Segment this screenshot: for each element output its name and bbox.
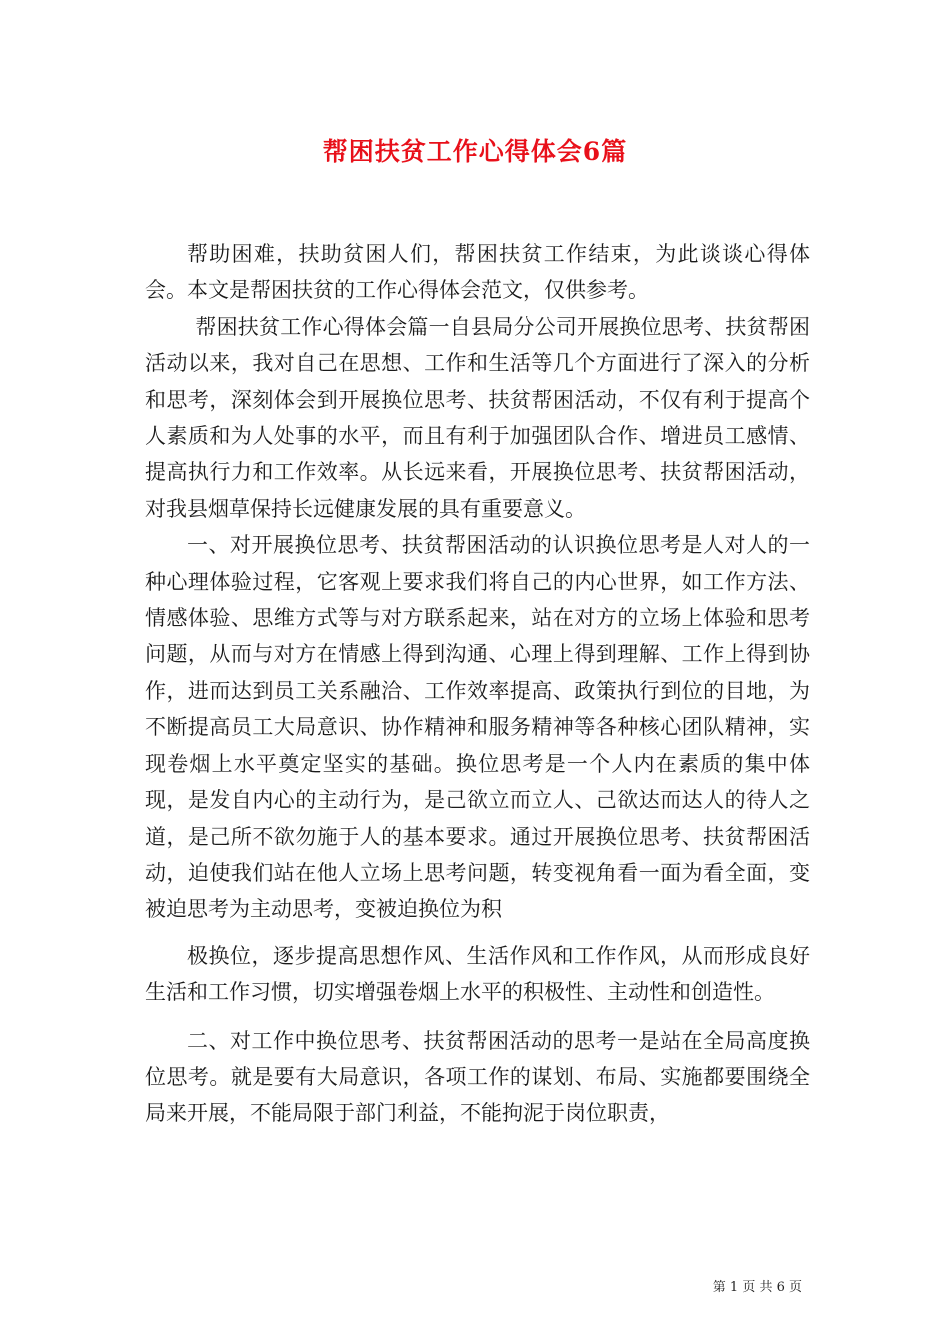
paragraph-article-one: 帮困扶贫工作心得体会篇一自县局分公司开展换位思考、扶贫帮困活动以来，我对自己在思想、工作和生活等几个方面进行了深入的分析和思考，深刻体会到开展换位思考、扶贫帮困活动，不仅有利于提高个人素质和为人处事的水平，而且有利于加强团队合作、增进员工感情、提高执行力和工作效率。从长远来看，开展换位思考、扶贫帮困活动，对我县烟草保持长远健康发展的具有重要意义。 xyxy=(145,314,810,521)
page-number: 第 1 页 共 6 页 xyxy=(712,1280,802,1295)
paragraph-section-one: 一、对开展换位思考、扶贫帮困活动的认识换位思考是人对人的一种心理体验过程，它客观上要求我们将自己的内心世界，如工作方法、情感体验、思维方式等与对方联系起来，站在对方的立场上体验和思考问题，从而与对方在情感上得到沟通、心理上得到理解、工作上得到协作，进而达到员工关系融洽、工作效率提高、政策执行到位的目地，为不断提高员工大局意识、协作精神和服务精神等各种核心团队精神，实现卷烟上水平奠定坚实的基础。换位思考是一个人内在素质的集中体现，是发自内心的主动行为，是己欲立而立人、己欲达而达人的待人之道，是己所不欲勿施于人的基本要求。通过开展换位思考、扶贫帮困活动，迫使我们站在他人立场上思考问题，转变视角看一面为看全面，变被迫思考为主动思考，变被迫换位为积 xyxy=(145,533,810,922)
paragraph-intro: 帮助困难，扶助贫困人们，帮困扶贫工作结束，为此谈谈心得体会。本文是帮困扶贫的工作心得体会范文，仅供参考。 xyxy=(145,242,810,303)
paragraph-section-two: 二、对工作中换位思考、扶贫帮困活动的思考一是站在全局高度换位思考。就是要有大局意识，各项工作的谋划、布局、实施都要围绕全局来开展，不能局限于部门利益，不能拘泥于岗位职责， xyxy=(145,1028,810,1126)
document-title: 帮困扶贫工作心得体会6篇 xyxy=(322,137,628,166)
document-body xyxy=(145,236,810,1132)
paragraph-section-one-continued: 极换位，逐步提高思想作风、生活作风和工作作风，从而形成良好生活和工作习惯，切实增强卷烟上水平的积极性、主动性和创造性。 xyxy=(145,943,810,1005)
